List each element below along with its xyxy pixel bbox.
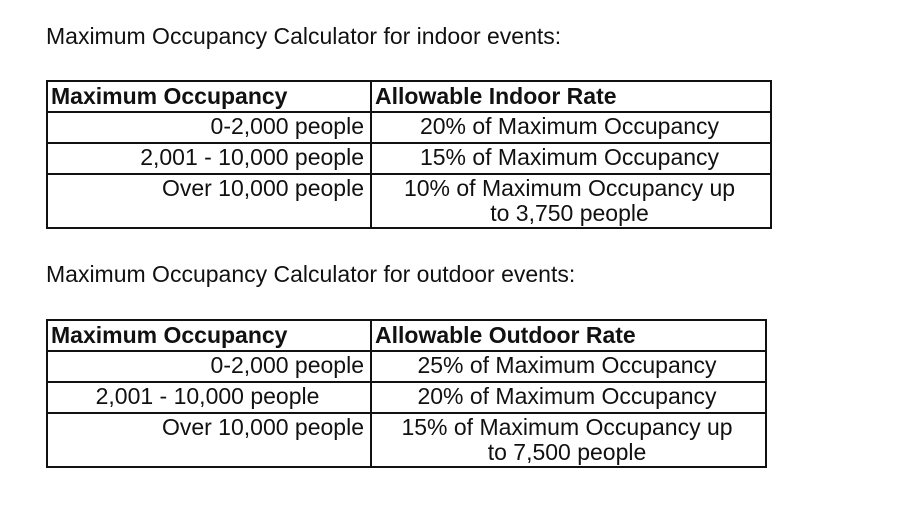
column-header-allowable-outdoor-rate: Allowable Outdoor Rate — [371, 320, 766, 351]
indoor-calculator-heading: Maximum Occupancy Calculator for indoor events: — [46, 23, 562, 49]
column-header-maximum-occupancy: Maximum Occupancy — [47, 81, 371, 112]
occupancy-range-cell: 0-2,000 people — [47, 112, 371, 143]
rate-line-2: to 3,750 people — [490, 200, 649, 226]
table-row — [47, 112, 771, 143]
rate-line-2: to 7,500 people — [487, 439, 647, 465]
outdoor-calculator-heading: Maximum Occupancy Calculator for outdoor events: — [46, 261, 576, 287]
rate-line-1: 15% of Maximum Occupancy up — [401, 414, 733, 440]
allowable-rate-cell: 15% of Maximum Occupancy — [371, 143, 771, 174]
allowable-rate-cell — [371, 413, 766, 467]
table-row — [47, 413, 766, 467]
allowable-rate-cell — [371, 174, 771, 228]
rate-line-1: 10% of Maximum Occupancy up — [403, 175, 736, 201]
table-row — [47, 351, 766, 382]
table-row — [47, 143, 771, 174]
table-row — [47, 382, 766, 413]
occupancy-range-cell: 2,001 - 10,000 people — [47, 382, 371, 413]
column-header-maximum-occupancy: Maximum Occupancy — [47, 320, 371, 351]
outdoor-occupancy-table — [46, 319, 767, 468]
occupancy-range-cell: 2,001 - 10,000 people — [47, 143, 371, 174]
table-row — [47, 174, 771, 228]
column-header-allowable-indoor-rate: Allowable Indoor Rate — [371, 81, 771, 112]
indoor-occupancy-table — [46, 80, 772, 229]
cut-off-text-line — [46, 491, 886, 521]
allowable-rate-cell: 25% of Maximum Occupancy — [371, 351, 766, 382]
table-header-row — [47, 81, 771, 112]
occupancy-range-cell: 0-2,000 people — [47, 351, 371, 382]
allowable-rate-cell: 20% of Maximum Occupancy — [371, 382, 766, 413]
allowable-rate-cell: 20% of Maximum Occupancy — [371, 112, 771, 143]
occupancy-range-cell: Over 10,000 people — [47, 174, 371, 228]
occupancy-range-cell: Over 10,000 people — [47, 413, 371, 467]
table-header-row — [47, 320, 766, 351]
